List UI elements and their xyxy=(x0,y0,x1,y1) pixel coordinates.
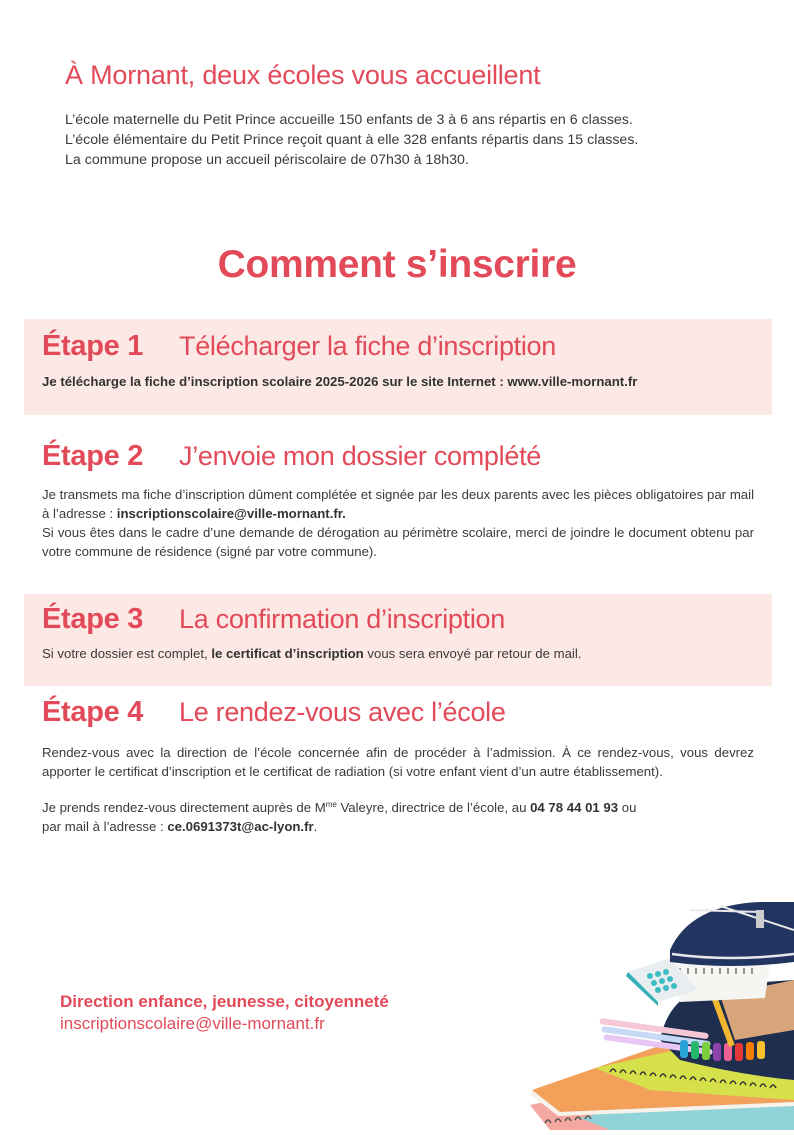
page-title: Comment s’inscrire xyxy=(217,243,577,286)
step-1 xyxy=(24,319,772,415)
intro-line: La commune propose un accueil périscolaire de 07h30 à 18h30. xyxy=(65,152,469,168)
step-2 xyxy=(24,440,772,580)
intro-title: À Mornant, deux écoles vous accueillent xyxy=(65,60,541,90)
step-text: par mail à l’adresse : xyxy=(42,819,168,834)
footer-contact xyxy=(60,991,389,1035)
step-number: Étape 4 xyxy=(42,696,144,728)
step-text: vous sera envoyé par retour de mail. xyxy=(363,646,582,661)
school-supplies-illustration xyxy=(520,890,794,1130)
step-body xyxy=(42,485,754,561)
phone-number[interactable]: 04 78 44 01 93 xyxy=(530,800,619,815)
step-text: . xyxy=(313,819,318,834)
step-header xyxy=(42,440,754,473)
step-number: Étape 3 xyxy=(42,603,144,635)
step-3 xyxy=(24,594,772,686)
intro-text xyxy=(65,110,745,170)
step-body xyxy=(42,644,754,663)
email-link[interactable]: inscriptionscolaire@ville-mornant.fr. xyxy=(116,506,346,521)
step-number: Étape 2 xyxy=(42,440,144,472)
step-text-bold: le certificat d’inscription xyxy=(211,646,364,661)
step-text: Je transmets ma fiche d’inscription dûment complétée et signée par les deux parents avec les pièces obligatoires par mail à l’adresse : xyxy=(42,487,754,521)
step-title: Télécharger la fiche d’inscription xyxy=(179,331,556,361)
step-paragraph xyxy=(42,644,754,663)
step-4 xyxy=(24,696,772,856)
step-text: ou xyxy=(618,800,637,815)
step-title: Le rendez-vous avec l’école xyxy=(179,697,506,727)
email-link[interactable]: ce.0691373t@ac-lyon.fr xyxy=(167,819,314,834)
superscript: me xyxy=(325,800,337,809)
step-paragraph: Rendez-vous avec la direction de l’école concernée afin de procéder à l’admission. À ce rendez-vous, vous devrez apporter le certificat d’inscription et le certificat de radiation (si votre enfant vient d’un autre établissement). xyxy=(42,745,754,779)
step-title: La confirmation d’inscription xyxy=(179,604,505,634)
intro-line: L’école élémentaire du Petit Prince reçoit quant à elle 328 enfants répartis dans 15 classes. xyxy=(65,132,639,148)
step-paragraph xyxy=(42,795,754,836)
footer-email-link[interactable]: inscriptionscolaire@ville-mornant.fr xyxy=(60,1014,325,1033)
step-body xyxy=(42,743,754,836)
step-paragraph: Si vous êtes dans le cadre d’une demande de dérogation au périmètre scolaire, merci de joindre le document obtenu par votre commune de résidence (signé par votre commune). xyxy=(42,525,754,559)
step-text: Valeyre, directrice de l’école, au xyxy=(336,800,531,815)
step-header xyxy=(42,696,754,729)
step-header xyxy=(42,594,754,636)
step-text: Je prends rendez-vous directement auprès de M xyxy=(42,800,326,815)
footer-title: Direction enfance, jeunesse, citoyenneté xyxy=(60,992,389,1011)
intro-line: L’école maternelle du Petit Prince accueille 150 enfants de 3 à 6 ans répartis en 6 classes. xyxy=(65,112,633,128)
step-paragraph xyxy=(42,485,754,523)
step-text: Si votre dossier est complet, xyxy=(42,646,212,661)
step-body: Je télécharge la fiche d’inscription scolaire 2025-2026 sur le site Internet : www.ville-mornant.fr xyxy=(42,374,638,389)
step-title: J’envoie mon dossier complété xyxy=(179,441,541,471)
step-header xyxy=(42,319,754,363)
step-number: Étape 1 xyxy=(42,330,144,362)
